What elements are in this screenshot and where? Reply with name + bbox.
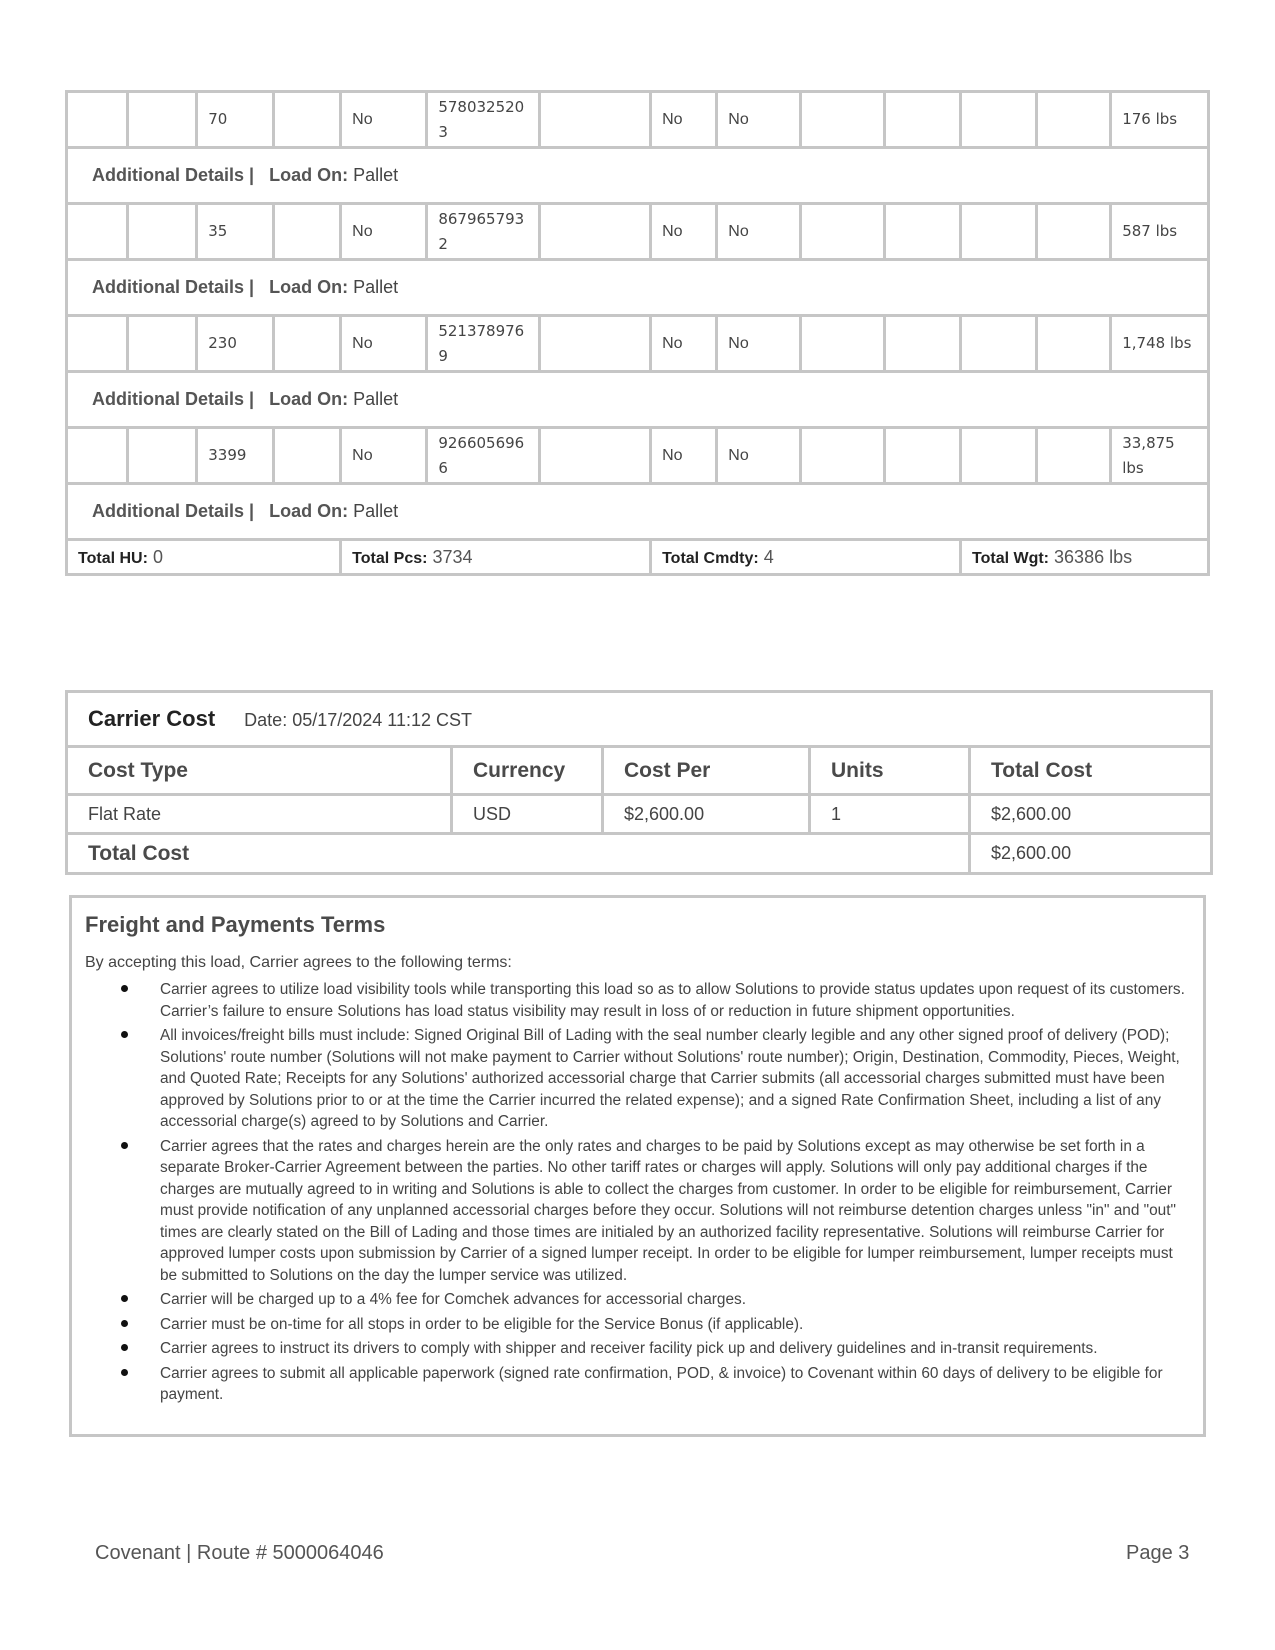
total-wgt-label: Total Wgt:: [972, 549, 1050, 567]
load-on-label: Load On:: [269, 277, 349, 297]
additional-details-label: Additional Details |: [92, 389, 255, 409]
bullet-icon: [121, 1031, 128, 1038]
nmfc-cell: 8679657932: [427, 204, 539, 260]
carrier-cost-title: Carrier Cost: [88, 706, 216, 731]
terms-list: [85, 979, 1191, 1406]
freight-payment-terms: [69, 895, 1206, 1437]
column-header: Cost Per: [603, 747, 810, 795]
term-text: Carrier agrees to instruct its drivers to comply with shipper and receiver facility pick up and delivery guidelines and in-transit requirements.: [160, 1340, 1098, 1357]
weight-cell: 1,748 lbs: [1111, 316, 1209, 372]
table-row: [67, 204, 1209, 260]
total-pcs-label: Total Pcs:: [352, 549, 428, 567]
pieces-cell: 35: [197, 204, 274, 260]
column-header: Total Cost: [970, 747, 1212, 795]
additional-details-row: [67, 484, 1209, 540]
table-row: [67, 795, 1212, 834]
additional-details-label: Additional Details |: [92, 277, 255, 297]
list-item: [85, 1136, 1191, 1287]
bullet-icon: [121, 1344, 128, 1351]
load-on-label: Load On:: [269, 501, 349, 521]
carrier-cost-date: Date: 05/17/2024 11:12 CST: [244, 710, 472, 730]
column-headers: [67, 747, 1212, 795]
table-row: [67, 92, 1209, 148]
total-cost-cell: $2,600.00: [970, 795, 1212, 834]
total-cost-value: $2,600.00: [970, 834, 1212, 874]
term-text: All invoices/freight bills must include: Signed Original Bill of Lading with the seal number clearly legible and any other signed proof of delivery (POD); Solutions' route number (Solutions will not make payment to Carrier without Solutions' route number); Origin, Destination, Commodity, Pieces, Weight, and Quoted Rate; Receipts for any Solutions' authorized accessorial charge that Carrier submits (all accessorial charges submitted must have been approved by Solutions prior to or at the time the Carrier incurred the related expense); and a signed Rate Confirmation Sheet, including a list of any accessorial charge(s) agreed to by Solutions and Carrier.: [160, 1027, 1180, 1130]
totals-row: [67, 540, 1209, 575]
column-header: Currency: [452, 747, 603, 795]
pieces-cell: 70: [197, 92, 274, 148]
load-on-label: Load On:: [269, 165, 349, 185]
list-item: [85, 1314, 1191, 1336]
total-hu-value: 0: [152, 546, 163, 567]
flag-cell: No: [717, 92, 801, 148]
additional-details-row: [67, 260, 1209, 316]
flag-cell: No: [651, 204, 717, 260]
carrier-cost-header: [67, 692, 1212, 747]
additional-details-label: Additional Details |: [92, 165, 255, 185]
nmfc-cell: 9266056966: [427, 428, 539, 484]
total-cmdty-label: Total Cmdty:: [662, 549, 759, 567]
total-hu-label: Total HU:: [78, 549, 148, 567]
list-item: [85, 1289, 1191, 1311]
total-cost-label: Total Cost: [67, 834, 970, 874]
bullet-icon: [121, 1320, 128, 1327]
hazmat-cell: No: [341, 316, 427, 372]
load-on-value: Pallet: [353, 277, 399, 297]
hazmat-cell: No: [341, 92, 427, 148]
units-cell: 1: [810, 795, 970, 834]
total-pcs: [341, 540, 651, 575]
flag-cell: No: [651, 92, 717, 148]
term-text: Carrier agrees to utilize load visibility tools while transporting this load so as to allow Solutions to provide status updates upon request of its customers. Carrier’s failure to ensure Solutions has load status visibility may result in loss of or reduction in future shipment opportunities.: [160, 981, 1185, 1020]
list-item: [85, 979, 1191, 1022]
term-text: Carrier must be on-time for all stops in order to be eligible for the Service Bonus (if applicable).: [160, 1315, 804, 1333]
list-item: [85, 1025, 1191, 1133]
table-row: [67, 428, 1209, 484]
total-pcs-value: 3734: [432, 546, 473, 567]
nmfc-cell: 5780325203: [427, 92, 539, 148]
flag-cell: No: [651, 316, 717, 372]
additional-details-label: Additional Details |: [92, 501, 255, 521]
load-on-value: Pallet: [353, 501, 399, 521]
load-on-value: Pallet: [353, 389, 399, 409]
load-on-value: Pallet: [353, 165, 399, 185]
cost-type-cell: Flat Rate: [67, 795, 452, 834]
terms-intro: By accepting this load, Carrier agrees to the following terms:: [85, 954, 512, 971]
weight-cell: 587 lbs: [1111, 204, 1209, 260]
list-item: [85, 1363, 1191, 1406]
total-hu: [67, 540, 341, 575]
column-header: Units: [810, 747, 970, 795]
hazmat-cell: No: [341, 204, 427, 260]
hazmat-cell: No: [341, 428, 427, 484]
nmfc-cell: 5213789769: [427, 316, 539, 372]
total-cost-row: [67, 834, 1212, 874]
bullet-icon: [121, 1295, 128, 1302]
pieces-cell: 230: [197, 316, 274, 372]
total-cmdty: [651, 540, 961, 575]
total-wgt: [961, 540, 1209, 575]
cost-per-cell: $2,600.00: [603, 795, 810, 834]
bullet-icon: [121, 1142, 128, 1149]
bullet-icon: [121, 985, 128, 992]
currency-cell: USD: [452, 795, 603, 834]
term-text: Carrier agrees to submit all applicable paperwork (signed rate confirmation, POD, & invoice) to Covenant within 60 days of delivery to be eligible for payment.: [160, 1364, 1163, 1403]
terms-title: Freight and Payments Terms: [85, 912, 386, 937]
term-text: Carrier agrees that the rates and charges herein are the only rates and charges to be paid by Solutions except as may otherwise be set forth in a separate Broker-Carrier Agreement between the parties. No other tariff rates or charges will apply. Solutions will only pay additional charges if the charges are mutually agreed to in writing and Solutions is able to collect the charges from customer. In order to be eligible for reimbursement, Carrier must provide notification of any unplanned accessorial charges before they occur. Solutions will not reimburse detention charges unless "in" and "out" times are clearly stated on the Bill of Lading and those times are initialed by an authorized facility representative. Solutions will reimburse Carrier for approved lumper costs upon submission by Carrier of a signed lumper receipt. In order to be eligible for lumper reimbursement, lumper receipts must be submitted to Solutions on the day the lumper service was utilized.: [160, 1137, 1176, 1284]
column-header: Cost Type: [67, 747, 452, 795]
pieces-cell: 3399: [197, 428, 274, 484]
flag-cell: No: [717, 316, 801, 372]
additional-details-row: [67, 372, 1209, 428]
additional-details-row: [67, 148, 1209, 204]
carrier-cost-table: [65, 690, 1213, 875]
flag-cell: No: [717, 204, 801, 260]
total-cmdty-value: 4: [763, 546, 774, 567]
weight-cell: 176 lbs: [1111, 92, 1209, 148]
load-on-label: Load On:: [269, 389, 349, 409]
total-wgt-value: 36386 lbs: [1054, 546, 1133, 567]
flag-cell: No: [717, 428, 801, 484]
table-row: [67, 316, 1209, 372]
page-number: Page 3: [1126, 1542, 1190, 1564]
term-text: Carrier will be charged up to a 4% fee for Comchek advances for accessorial charges.: [160, 1291, 746, 1308]
list-item: [85, 1338, 1191, 1360]
bullet-icon: [121, 1369, 128, 1376]
commodity-table: [65, 90, 1210, 576]
weight-cell: 33,875 lbs: [1111, 428, 1209, 484]
footer-route: Covenant | Route # 5000064046: [95, 1542, 384, 1564]
flag-cell: No: [651, 428, 717, 484]
